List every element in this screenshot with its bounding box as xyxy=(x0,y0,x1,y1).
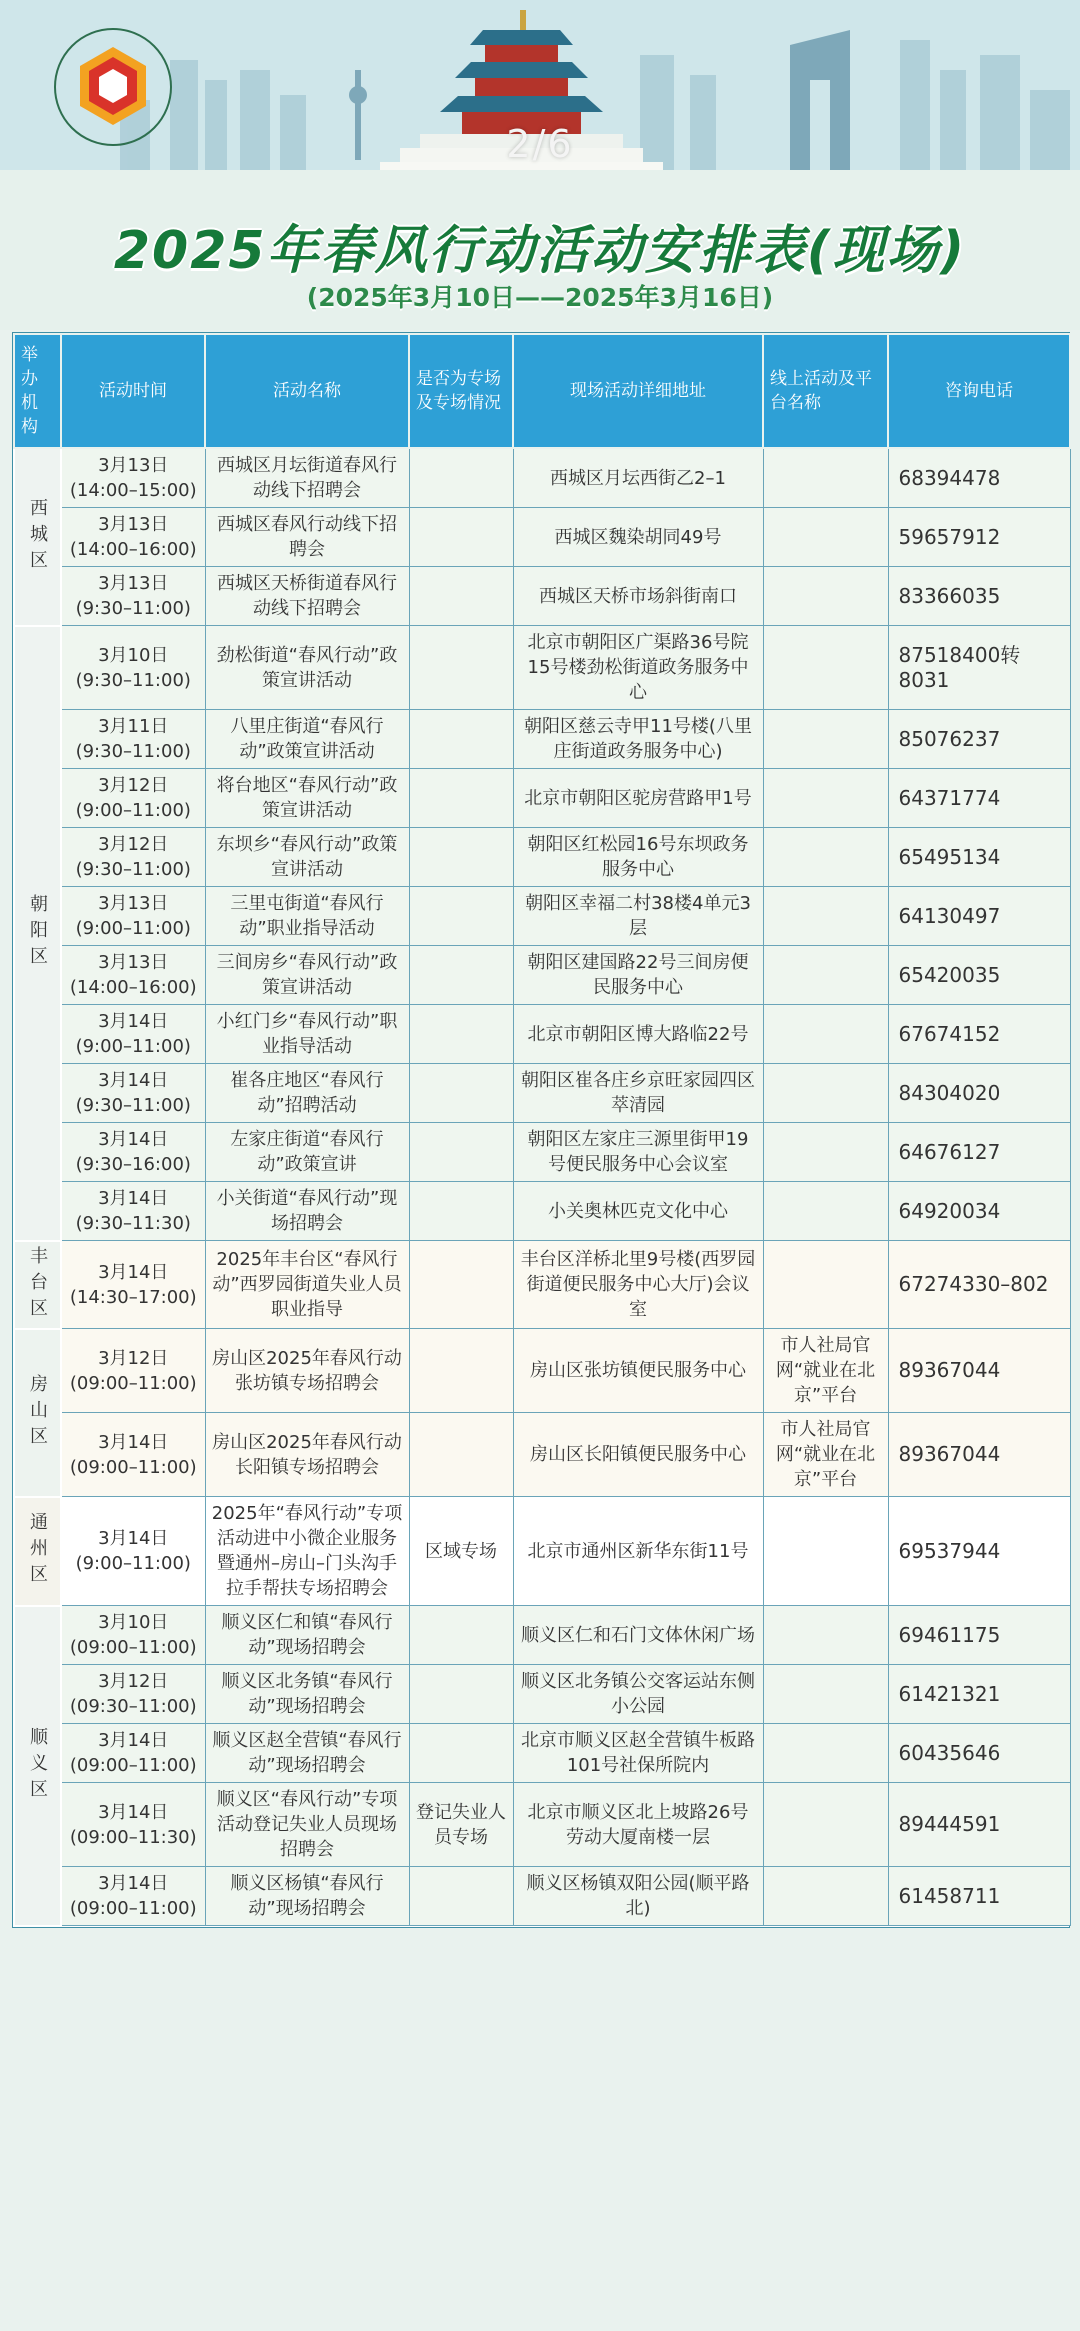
activity-name-cell: 八里庄街道“春风行动”政策宣讲活动 xyxy=(205,710,409,769)
time-cell xyxy=(61,508,205,567)
date-text: 3月13日 xyxy=(98,455,169,476)
phone-cell: 83366035 xyxy=(888,567,1070,626)
online-platform-cell xyxy=(763,1867,888,1926)
table-row xyxy=(14,1064,1070,1123)
table-row xyxy=(14,626,1070,710)
phone-cell: 61458711 xyxy=(888,1867,1070,1926)
time-range-text: (14:30–17:00) xyxy=(69,1286,197,1308)
phone-cell: 65495134 xyxy=(888,828,1070,887)
online-platform-cell xyxy=(763,448,888,508)
special-session-cell xyxy=(409,508,513,567)
online-platform-cell xyxy=(763,1783,888,1867)
time-cell xyxy=(61,828,205,887)
phone-cell: 87518400转8031 xyxy=(888,626,1070,710)
special-session-cell xyxy=(409,1606,513,1665)
time-range-text: (9:00–11:00) xyxy=(75,1553,191,1574)
address-cell: 北京市朝阳区广渠路36号院15号楼劲松街道政务服务中心 xyxy=(513,626,763,710)
table-row xyxy=(14,1783,1070,1867)
time-cell xyxy=(61,1497,205,1606)
online-platform-cell: 市人社局官网“就业在北京”平台 xyxy=(763,1329,888,1413)
date-text: 3月13日 xyxy=(98,514,169,535)
phone-cell: 59657912 xyxy=(888,508,1070,567)
phone-cell: 89367044 xyxy=(888,1413,1070,1497)
activity-name-cell: 小关街道“春风行动”现场招聘会 xyxy=(205,1182,409,1241)
special-session-cell xyxy=(409,1665,513,1724)
activity-name-cell: 劲松街道“春风行动”政策宣讲活动 xyxy=(205,626,409,710)
header-banner xyxy=(0,0,1080,330)
time-cell xyxy=(61,769,205,828)
special-session-cell xyxy=(409,769,513,828)
org-cell: 西城区 xyxy=(14,448,61,626)
time-range-text: (09:00–11:00) xyxy=(69,1755,197,1776)
address-cell: 房山区长阳镇便民服务中心 xyxy=(513,1413,763,1497)
phone-cell: 68394478 xyxy=(888,448,1070,508)
date-range-subtitle: (2025年3月10日——2025年3月16日) xyxy=(306,283,774,312)
schedule-table xyxy=(13,333,1071,1927)
activity-name-cell: 顺义区仁和镇“春风行动”现场招聘会 xyxy=(205,1606,409,1665)
time-range-text: (09:30–11:00) xyxy=(69,1696,197,1717)
date-text: 3月14日 xyxy=(98,1261,169,1283)
time-range-text: (9:30–11:00) xyxy=(75,598,191,619)
org-cell: 房山区 xyxy=(14,1329,61,1497)
online-platform-cell xyxy=(763,1241,888,1329)
online-platform-cell xyxy=(763,1665,888,1724)
time-cell xyxy=(61,1413,205,1497)
activity-name-cell: 顺义区北务镇“春风行动”现场招聘会 xyxy=(205,1665,409,1724)
special-session-cell xyxy=(409,946,513,1005)
time-cell xyxy=(61,567,205,626)
date-text: 3月14日 xyxy=(98,1129,169,1150)
address-cell: 顺义区杨镇双阳公园(顺平路北) xyxy=(513,1867,763,1926)
special-session-cell xyxy=(409,567,513,626)
phone-cell: 64130497 xyxy=(888,887,1070,946)
date-text: 3月14日 xyxy=(98,1873,169,1894)
activity-name-cell: 东坝乡“春风行动”政策宣讲活动 xyxy=(205,828,409,887)
time-range-text: (09:00–11:30) xyxy=(69,1826,197,1848)
table-row xyxy=(14,1665,1070,1724)
table-header-row xyxy=(14,334,1070,448)
online-platform-cell xyxy=(763,887,888,946)
time-range-text: (9:30–16:00) xyxy=(75,1154,191,1175)
table-row xyxy=(14,1329,1070,1413)
phone-cell: 64920034 xyxy=(888,1182,1070,1241)
table-row xyxy=(14,508,1070,567)
date-text: 3月13日 xyxy=(98,952,169,973)
activity-name-cell: 顺义区杨镇“春风行动”现场招聘会 xyxy=(205,1867,409,1926)
special-session-cell xyxy=(409,1241,513,1329)
online-platform-cell xyxy=(763,769,888,828)
time-cell xyxy=(61,1867,205,1926)
date-text: 3月10日 xyxy=(98,1612,169,1633)
online-platform-cell xyxy=(763,828,888,887)
time-cell xyxy=(61,946,205,1005)
table-row xyxy=(14,448,1070,508)
special-session-cell xyxy=(409,1005,513,1064)
time-cell xyxy=(61,626,205,710)
special-session-cell xyxy=(409,1182,513,1241)
time-cell xyxy=(61,1241,205,1329)
date-text: 3月13日 xyxy=(98,573,169,594)
activity-name-cell: 三里屯街道“春风行动”职业指导活动 xyxy=(205,887,409,946)
time-cell xyxy=(61,448,205,508)
activity-name-cell: 西城区月坛街道春风行动线下招聘会 xyxy=(205,448,409,508)
online-platform-cell: 市人社局官网“就业在北京”平台 xyxy=(763,1413,888,1497)
table-row xyxy=(14,1182,1070,1241)
phone-cell: 84304020 xyxy=(888,1064,1070,1123)
address-cell: 丰台区洋桥北里9号楼(西罗园街道便民服务中心大厅)会议室 xyxy=(513,1241,763,1329)
header-time: 活动时间 xyxy=(61,334,205,448)
table-row xyxy=(14,1497,1070,1606)
online-platform-cell xyxy=(763,1606,888,1665)
time-range-text: (9:00–11:00) xyxy=(75,800,191,821)
date-text: 3月14日 xyxy=(98,1070,169,1091)
header-online: 线上活动及平台名称 xyxy=(763,334,888,448)
time-range-text: (09:00–11:00) xyxy=(69,1372,197,1394)
activity-name-cell: 顺义区“春风行动”专项活动登记失业人员现场招聘会 xyxy=(205,1783,409,1867)
time-cell xyxy=(61,1182,205,1241)
phone-cell: 89367044 xyxy=(888,1329,1070,1413)
page-title: 2025年春风行动活动安排表(现场) xyxy=(113,221,967,281)
address-cell: 小关奥林匹克文化中心 xyxy=(513,1182,763,1241)
online-platform-cell xyxy=(763,508,888,567)
table-row xyxy=(14,1241,1070,1329)
special-session-cell: 区域专场 xyxy=(409,1497,513,1606)
address-cell: 朝阳区红松园16号东坝政务服务中心 xyxy=(513,828,763,887)
time-range-text: (14:00–16:00) xyxy=(69,539,197,560)
phone-cell: 69461175 xyxy=(888,1606,1070,1665)
time-range-text: (9:00–11:00) xyxy=(75,1036,191,1057)
phone-cell: 89444591 xyxy=(888,1783,1070,1867)
phone-cell: 64371774 xyxy=(888,769,1070,828)
address-cell: 朝阳区建国路22号三间房便民服务中心 xyxy=(513,946,763,1005)
address-cell: 北京市顺义区北上坡路26号劳动大厦南楼一层 xyxy=(513,1783,763,1867)
table-row xyxy=(14,1005,1070,1064)
online-platform-cell xyxy=(763,1064,888,1123)
special-session-cell xyxy=(409,1329,513,1413)
activity-name-cell: 西城区天桥街道春风行动线下招聘会 xyxy=(205,567,409,626)
activity-name-cell: 小红门乡“春风行动”职业指导活动 xyxy=(205,1005,409,1064)
date-text: 3月12日 xyxy=(98,1347,169,1369)
time-range-text: (9:30–11:00) xyxy=(75,859,191,880)
time-range-text: (09:00–11:00) xyxy=(69,1898,197,1919)
time-range-text: (9:30–11:30) xyxy=(75,1213,191,1234)
phone-cell: 65420035 xyxy=(888,946,1070,1005)
address-cell: 朝阳区左家庄三源里街甲19号便民服务中心会议室 xyxy=(513,1123,763,1182)
special-session-cell xyxy=(409,1123,513,1182)
time-cell xyxy=(61,1005,205,1064)
address-cell: 北京市通州区新华东街11号 xyxy=(513,1497,763,1606)
date-text: 3月10日 xyxy=(98,644,169,666)
table-row xyxy=(14,887,1070,946)
address-cell: 北京市顺义区赵全营镇牛板路101号社保所院内 xyxy=(513,1724,763,1783)
activity-name-cell: 顺义区赵全营镇“春风行动”现场招聘会 xyxy=(205,1724,409,1783)
table-row xyxy=(14,828,1070,887)
table-row xyxy=(14,1606,1070,1665)
address-cell: 北京市朝阳区博大路临22号 xyxy=(513,1005,763,1064)
phone-cell: 67274330–802 xyxy=(888,1241,1070,1329)
header-org: 举办机构 xyxy=(14,334,61,448)
time-cell xyxy=(61,710,205,769)
date-text: 3月14日 xyxy=(98,1801,169,1823)
address-cell: 西城区魏染胡同49号 xyxy=(513,508,763,567)
address-cell: 朝阳区崔各庄乡京旺家园四区萃清园 xyxy=(513,1064,763,1123)
time-cell xyxy=(61,887,205,946)
address-cell: 西城区月坛西街乙2–1 xyxy=(513,448,763,508)
special-session-cell xyxy=(409,887,513,946)
time-range-text: (14:00–15:00) xyxy=(69,480,197,501)
activity-name-cell: 西城区春风行动线下招聘会 xyxy=(205,508,409,567)
online-platform-cell xyxy=(763,1005,888,1064)
activity-name-cell: 三间房乡“春风行动”政策宣讲活动 xyxy=(205,946,409,1005)
date-text: 3月11日 xyxy=(98,716,169,737)
table-row xyxy=(14,1123,1070,1182)
time-cell xyxy=(61,1724,205,1783)
date-text: 3月14日 xyxy=(98,1431,169,1453)
date-text: 3月12日 xyxy=(98,1671,169,1692)
date-text: 3月14日 xyxy=(98,1188,169,1209)
special-session-cell xyxy=(409,1867,513,1926)
activity-name-cell: 房山区2025年春风行动张坊镇专场招聘会 xyxy=(205,1329,409,1413)
table-row xyxy=(14,1724,1070,1783)
header-special: 是否为专场及专场情况 xyxy=(409,334,513,448)
table-row xyxy=(14,710,1070,769)
date-text: 3月14日 xyxy=(98,1730,169,1751)
special-session-cell xyxy=(409,1413,513,1497)
address-cell: 朝阳区慈云寺甲11号楼(八里庄街道政务服务中心) xyxy=(513,710,763,769)
address-cell: 顺义区仁和石门文体休闲广场 xyxy=(513,1606,763,1665)
address-cell: 西城区天桥市场斜街南口 xyxy=(513,567,763,626)
page-indicator: 2/6 xyxy=(506,122,574,166)
org-cell: 顺义区 xyxy=(14,1606,61,1926)
time-cell xyxy=(61,1665,205,1724)
org-cell: 通州区 xyxy=(14,1497,61,1606)
phone-cell: 69537944 xyxy=(888,1497,1070,1606)
online-platform-cell xyxy=(763,1724,888,1783)
online-platform-cell xyxy=(763,626,888,710)
table-row xyxy=(14,946,1070,1005)
online-platform-cell xyxy=(763,1182,888,1241)
table-row xyxy=(14,567,1070,626)
phone-cell: 60435646 xyxy=(888,1724,1070,1783)
activity-name-cell: 2025年“春风行动”专项活动进中小微企业服务暨通州–房山–门头沟手拉手帮扶专场招聘会 xyxy=(205,1497,409,1606)
time-range-text: (9:30–11:00) xyxy=(75,741,191,762)
org-cell: 朝阳区 xyxy=(14,626,61,1241)
special-session-cell xyxy=(409,448,513,508)
special-session-cell xyxy=(409,828,513,887)
time-range-text: (9:30–11:00) xyxy=(75,1095,191,1116)
special-session-cell xyxy=(409,626,513,710)
special-session-cell: 登记失业人员专场 xyxy=(409,1783,513,1867)
activity-name-cell: 将台地区“春风行动”政策宣讲活动 xyxy=(205,769,409,828)
phone-cell: 67674152 xyxy=(888,1005,1070,1064)
date-text: 3月12日 xyxy=(98,834,169,855)
time-cell xyxy=(61,1606,205,1665)
date-text: 3月13日 xyxy=(98,893,169,914)
org-cell: 丰台区 xyxy=(14,1241,61,1329)
online-platform-cell xyxy=(763,567,888,626)
activity-name-cell: 房山区2025年春风行动长阳镇专场招聘会 xyxy=(205,1413,409,1497)
online-platform-cell xyxy=(763,1497,888,1606)
table-row xyxy=(14,769,1070,828)
special-session-cell xyxy=(409,710,513,769)
time-range-text: (09:00–11:00) xyxy=(69,1637,197,1658)
header-address: 现场活动详细地址 xyxy=(513,334,763,448)
special-session-cell xyxy=(409,1724,513,1783)
time-range-text: (9:30–11:00) xyxy=(75,669,191,691)
activity-name-cell: 崔各庄地区“春风行动”招聘活动 xyxy=(205,1064,409,1123)
online-platform-cell xyxy=(763,1123,888,1182)
time-cell xyxy=(61,1783,205,1867)
header-phone: 咨询电话 xyxy=(888,334,1070,448)
time-range-text: (9:00–11:00) xyxy=(75,918,191,939)
online-platform-cell xyxy=(763,710,888,769)
phone-cell: 64676127 xyxy=(888,1123,1070,1182)
header-name: 活动名称 xyxy=(205,334,409,448)
date-text: 3月14日 xyxy=(98,1528,169,1549)
date-text: 3月12日 xyxy=(98,775,169,796)
schedule-table-container xyxy=(12,332,1070,1928)
time-cell xyxy=(61,1123,205,1182)
time-cell xyxy=(61,1329,205,1413)
time-range-text: (14:00–16:00) xyxy=(69,977,197,998)
activity-name-cell: 左家庄街道“春风行动”政策宣讲 xyxy=(205,1123,409,1182)
time-range-text: (09:00–11:00) xyxy=(69,1456,197,1478)
special-session-cell xyxy=(409,1064,513,1123)
address-cell: 房山区张坊镇便民服务中心 xyxy=(513,1329,763,1413)
address-cell: 北京市朝阳区驼房营路甲1号 xyxy=(513,769,763,828)
phone-cell: 85076237 xyxy=(888,710,1070,769)
date-text: 3月14日 xyxy=(98,1011,169,1032)
time-cell xyxy=(61,1064,205,1123)
address-cell: 顺义区北务镇公交客运站东侧小公园 xyxy=(513,1665,763,1724)
activity-name-cell: 2025年丰台区“春风行动”西罗园街道失业人员职业指导 xyxy=(205,1241,409,1329)
phone-cell: 61421321 xyxy=(888,1665,1070,1724)
table-row xyxy=(14,1867,1070,1926)
online-platform-cell xyxy=(763,946,888,1005)
table-row xyxy=(14,1413,1070,1497)
address-cell: 朝阳区幸福二村38楼4单元3层 xyxy=(513,887,763,946)
